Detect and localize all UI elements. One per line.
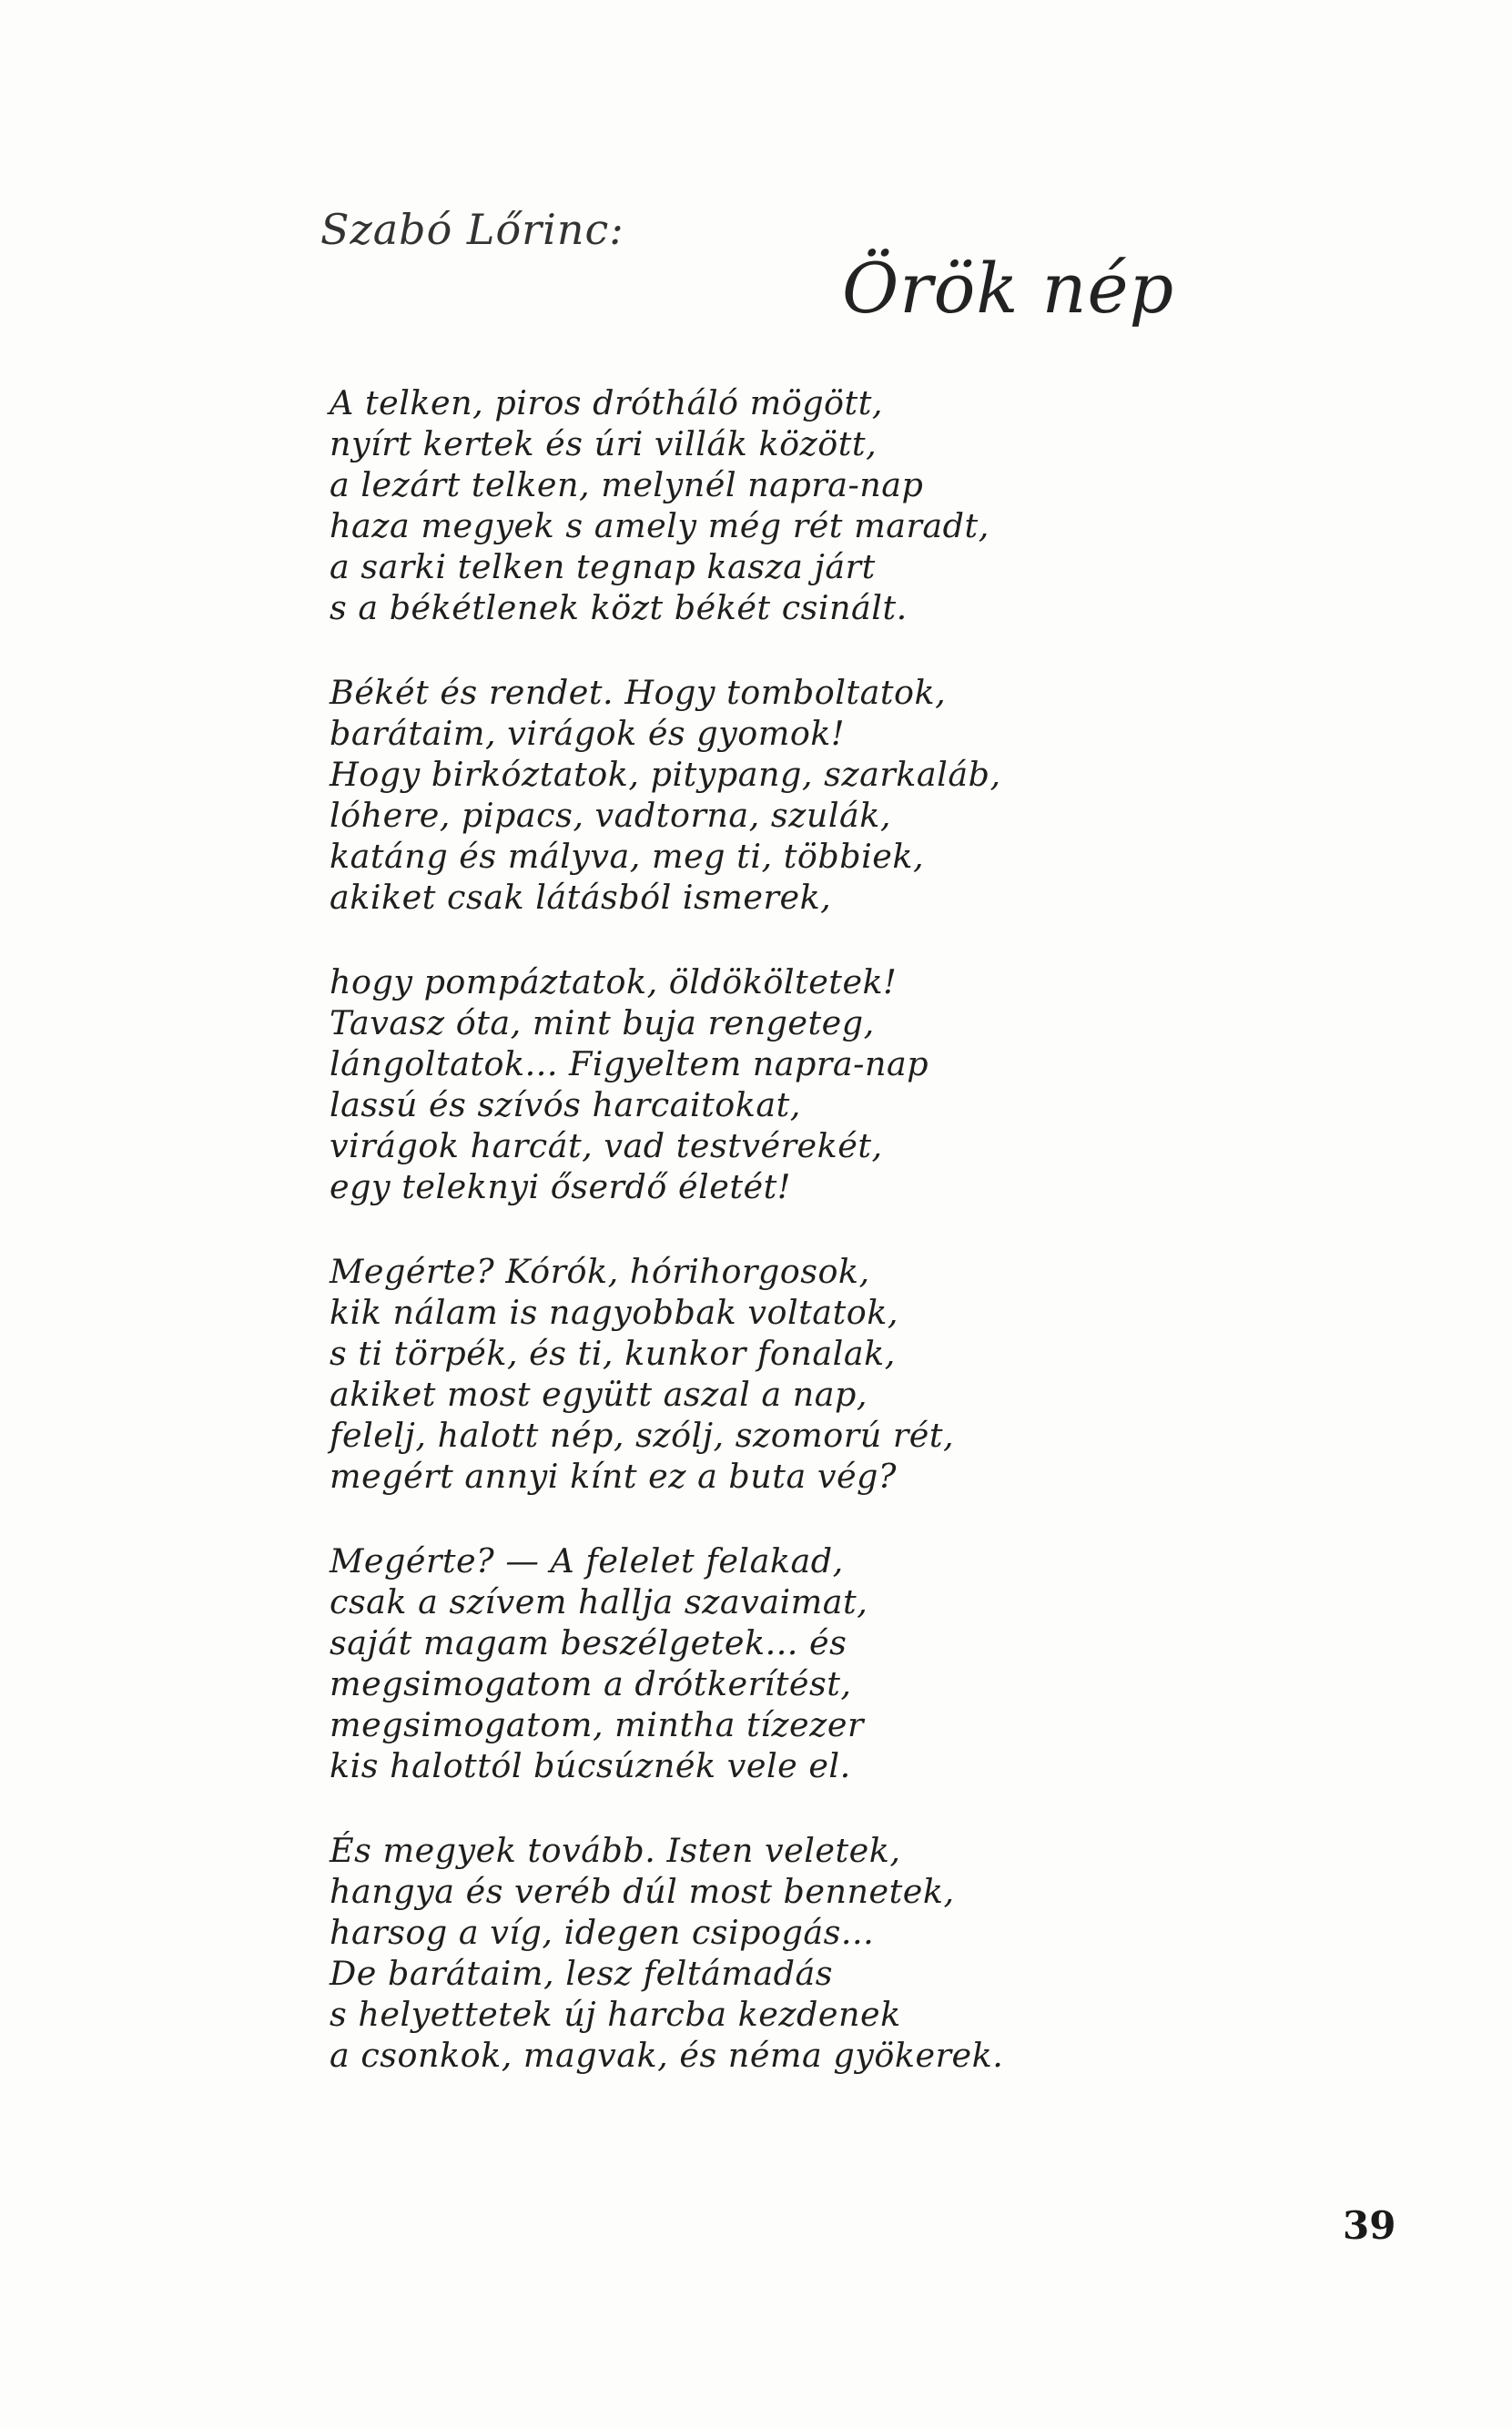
poem-body — [330, 382, 1240, 2119]
poem-line: megsimogatom, mintha tízezer — [330, 1705, 864, 1744]
poem-line: Hogy birkóztatok, pitypang, szarkaláb, — [330, 755, 1001, 794]
poem-line: virágok harcát, vad testvérekét, — [330, 1126, 883, 1165]
poem-line: haza megyek s amely még rét maradt, — [330, 506, 989, 545]
poem-line: Megérte? Kórók, hórihorgosok, — [330, 1252, 870, 1291]
poem-line: lassú és szívós harcaitokat, — [330, 1085, 801, 1124]
stanza-4 — [330, 1251, 1240, 1497]
poem-line: akiket csak látásból ismerek, — [330, 878, 832, 917]
poem-line: egy teleknyi őserdő életét! — [330, 1167, 791, 1206]
poem-line: hangya és veréb dúl most bennetek, — [330, 1872, 955, 1911]
poem-line: És megyek tovább. Isten veletek, — [330, 1831, 901, 1870]
stanza-2 — [330, 672, 1240, 918]
poem-line: nyírt kertek és úri villák között, — [330, 424, 878, 463]
author-name: Szabó Lőrinc: — [320, 205, 624, 254]
stanza-6 — [330, 1830, 1240, 2076]
poem-line: csak a szívem hallja szavaimat, — [330, 1582, 868, 1621]
poem-line: s ti törpék, és ti, kunkor fonalak, — [330, 1334, 896, 1373]
poem-line: megsimogatom a drótkerítést, — [330, 1664, 852, 1703]
poem-line: Tavasz óta, mint buja rengeteg, — [330, 1003, 875, 1042]
poem-line: harsog a víg, idegen csipogás... — [330, 1913, 875, 1952]
poem-line: a lezárt telken, melynél napra-nap — [330, 465, 924, 504]
poem-line: s helyettetek új harcba kezdenek — [330, 1995, 901, 2034]
poem-line: saját magam beszélgetek... és — [330, 1623, 847, 1662]
poem-line: kik nálam is nagyobbak voltatok, — [330, 1293, 898, 1332]
poem-line: A telken, piros dróthálό mögött, — [330, 383, 883, 422]
poem-line: akiket most együtt aszal a nap, — [330, 1375, 868, 1414]
stanza-3 — [330, 961, 1240, 1207]
poem-line: hogy pompáztatok, öldököltetek! — [330, 962, 898, 1001]
poem-line: kis halottól búcsúznék vele el. — [330, 1746, 851, 1785]
poem-line: a sarki telken tegnap kasza járt — [330, 547, 876, 586]
poem-line: Megérte? — A felelet felakad, — [330, 1541, 844, 1580]
poem-line: lángoltatok... Figyeltem napra-nap — [330, 1044, 929, 1083]
poem-line: De barátaim, lesz feltámadás — [330, 1954, 833, 1993]
poem-title: Örök nép — [842, 248, 1175, 329]
poem-line: s a békétlenek közt békét csinált. — [330, 588, 908, 627]
poem-line: Békét és rendet. Hogy tomboltatok, — [330, 673, 947, 712]
poem-line: lóhere, pipacs, vadtorna, szulák, — [330, 796, 891, 835]
poem-line: megért annyi kínt ez a buta vég? — [330, 1457, 897, 1496]
poem-line: barátaim, virágok és gyomok! — [330, 714, 846, 753]
stanza-1 — [330, 382, 1240, 628]
poem-line: katáng és mályva, meg ti, többiek, — [330, 837, 925, 876]
stanza-5 — [330, 1540, 1240, 1786]
poem-line: felelj, halott nép, szólj, szomorú rét, — [330, 1416, 955, 1455]
poem-line: a csonkok, magvak, és néma gyökerek. — [330, 2036, 1004, 2075]
page-number: 39 — [1343, 2203, 1396, 2248]
